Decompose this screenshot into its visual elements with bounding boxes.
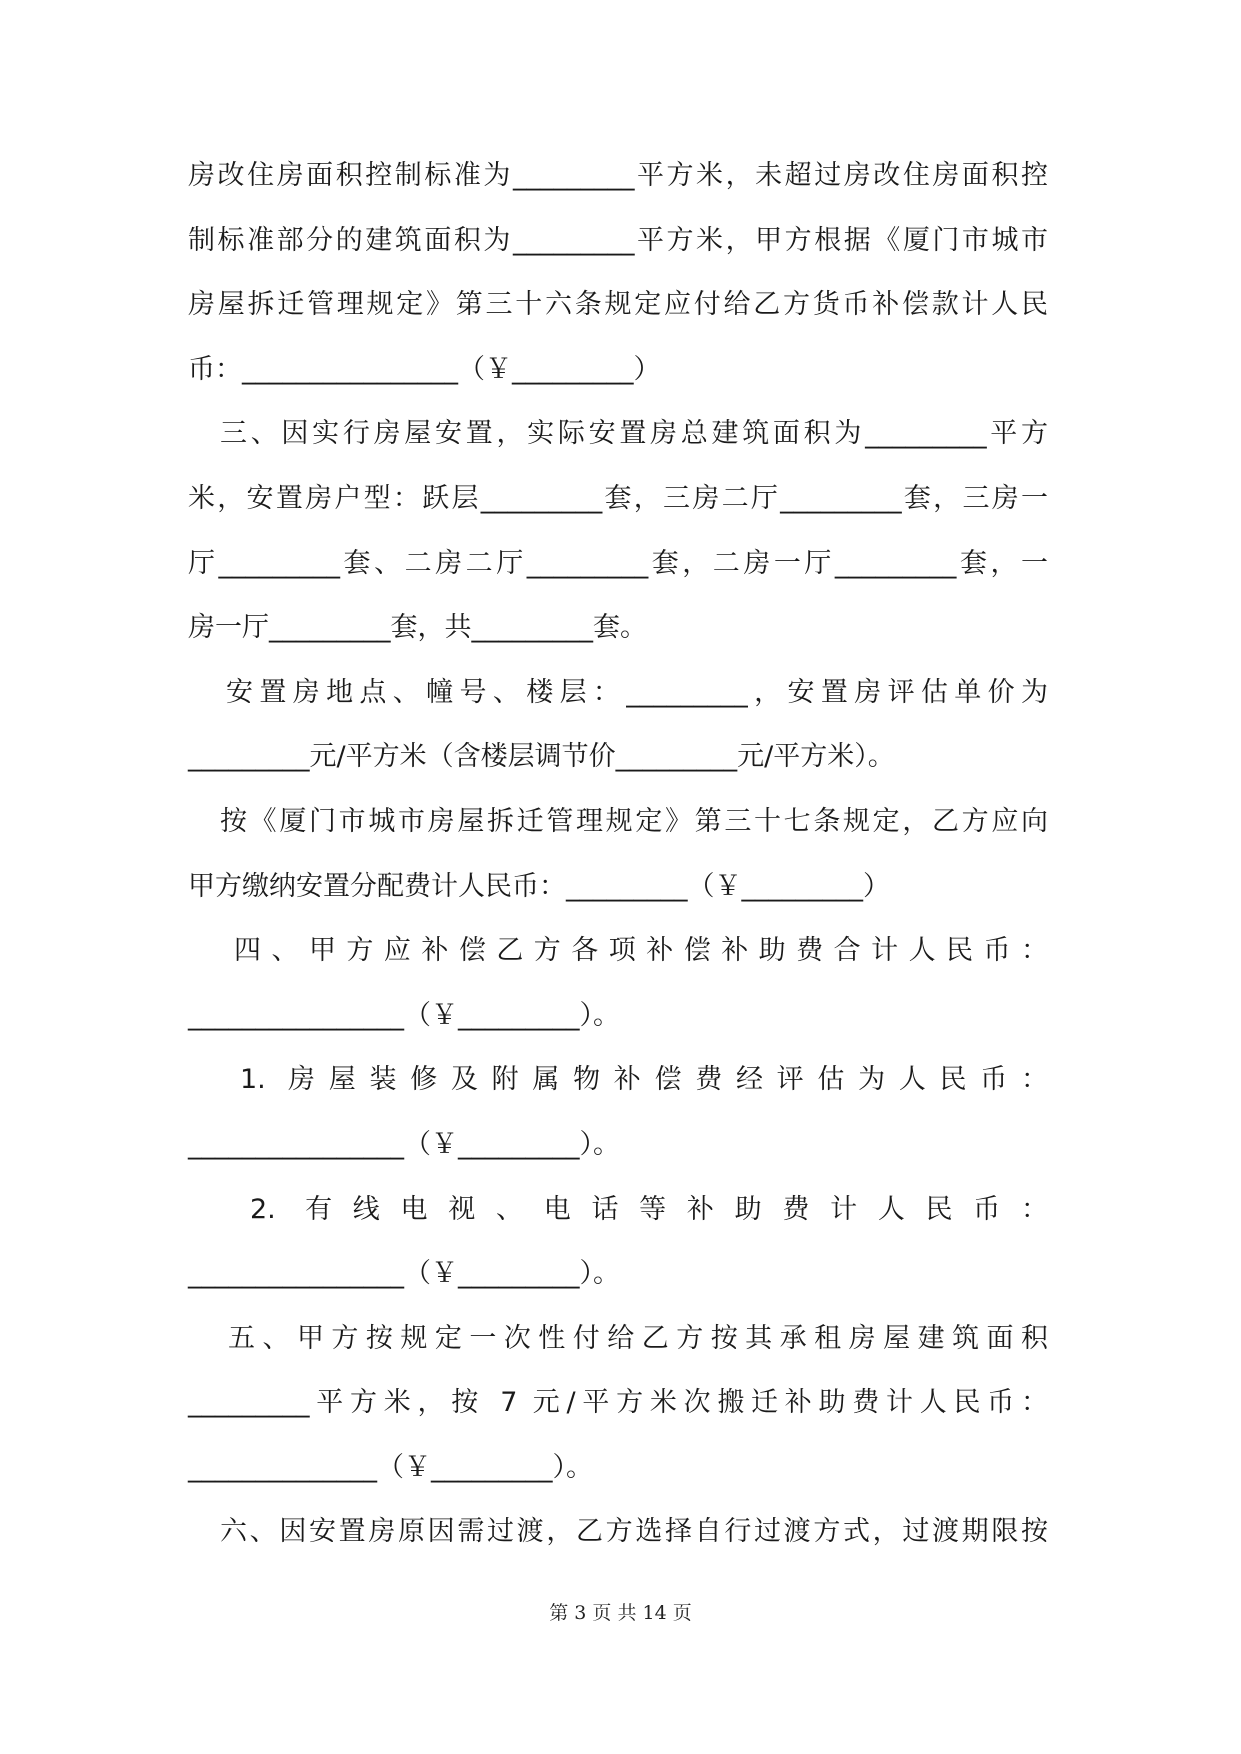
text-line-content: 甲方缴纳安置分配费计人民币：_________（￥_________） bbox=[188, 870, 890, 902]
text-line bbox=[188, 416, 1048, 481]
text-line-content: 四、甲方应补偿乙方各项补偿补助费合计人民币： bbox=[234, 935, 1048, 967]
text-line-content: 房改住房面积控制标准为_________平方米，未超过房改住房面积控 bbox=[188, 160, 1048, 191]
text-line bbox=[188, 1321, 1048, 1386]
text-line-content: 米，安置房户型：跃层_________套，三房二厅_________套，三房一 bbox=[188, 482, 1048, 514]
text-line-content: 三、因实行房屋安置，实际安置房总建筑面积为_________平方 bbox=[220, 418, 1048, 450]
text-line bbox=[188, 1514, 1048, 1579]
text-line bbox=[188, 481, 1048, 546]
text-line bbox=[188, 933, 1048, 998]
text-line bbox=[188, 1450, 1048, 1515]
text-line-content: 五、甲方按规定一次性付给乙方按其承租房屋建筑面积 bbox=[228, 1322, 1048, 1354]
text-line bbox=[188, 1127, 1048, 1192]
text-line bbox=[188, 869, 1048, 934]
text-line bbox=[188, 223, 1048, 288]
text-line bbox=[188, 610, 1048, 675]
text-line bbox=[188, 158, 1048, 223]
text-line-content: 房屋拆迁管理规定》第三十六条规定应付给乙方货币补偿款计人民 bbox=[188, 289, 1048, 321]
text-line-content: ______________（￥_________）。 bbox=[188, 1451, 593, 1483]
text-line-content: ________________（￥_________）。 bbox=[188, 1128, 620, 1160]
text-line-content: 厅_________套、二房二厅_________套，二房一厅_________套，一 bbox=[188, 547, 1048, 579]
text-line-content: _________元/平方米（含楼层调节价_________元/平方米）。 bbox=[188, 741, 895, 773]
text-line-content: 币：________________（￥_________） bbox=[188, 353, 661, 385]
text-line-content: 2. 有线电视、电话等补助费计人民币： bbox=[250, 1193, 1048, 1225]
text-line bbox=[188, 1256, 1048, 1321]
text-line-content: 房一厅_________套，共_________套。 bbox=[188, 612, 647, 644]
text-line bbox=[188, 739, 1048, 804]
text-line-content: 按《厦门市城市房屋拆迁管理规定》第三十七条规定，乙方应向 bbox=[220, 805, 1048, 837]
text-line-content: _________平方米，按 7 元/平方米次搬迁补助费计人民币： bbox=[188, 1387, 1048, 1419]
text-line-content: ________________（￥_________）。 bbox=[188, 999, 620, 1031]
text-line-content: 六、因安置房原因需过渡，乙方选择自行过渡方式，过渡期限按 bbox=[220, 1516, 1048, 1548]
text-line bbox=[188, 287, 1048, 352]
text-line-content: 安置房地点、幢号、楼层：_________，安置房评估单价为 bbox=[226, 676, 1048, 708]
text-line bbox=[188, 1385, 1048, 1450]
page-footer bbox=[0, 1598, 1241, 1625]
text-line bbox=[188, 546, 1048, 611]
text-line bbox=[188, 998, 1048, 1063]
text-line bbox=[188, 1192, 1048, 1257]
text-line bbox=[188, 675, 1048, 740]
text-line-content: ________________（￥_________）。 bbox=[188, 1258, 620, 1290]
page-number-label: 第 3 页 共 14 页 bbox=[549, 1602, 692, 1624]
text-line-content: 1. 房屋装修及附属物补偿费经评估为人民币： bbox=[240, 1064, 1048, 1096]
text-line bbox=[188, 804, 1048, 869]
text-line bbox=[188, 352, 1048, 417]
text-line bbox=[188, 1062, 1048, 1127]
text-line-content: 制标准部分的建筑面积为_________平方米，甲方根据《厦门市城市 bbox=[188, 224, 1048, 256]
document-body bbox=[188, 158, 1048, 1579]
